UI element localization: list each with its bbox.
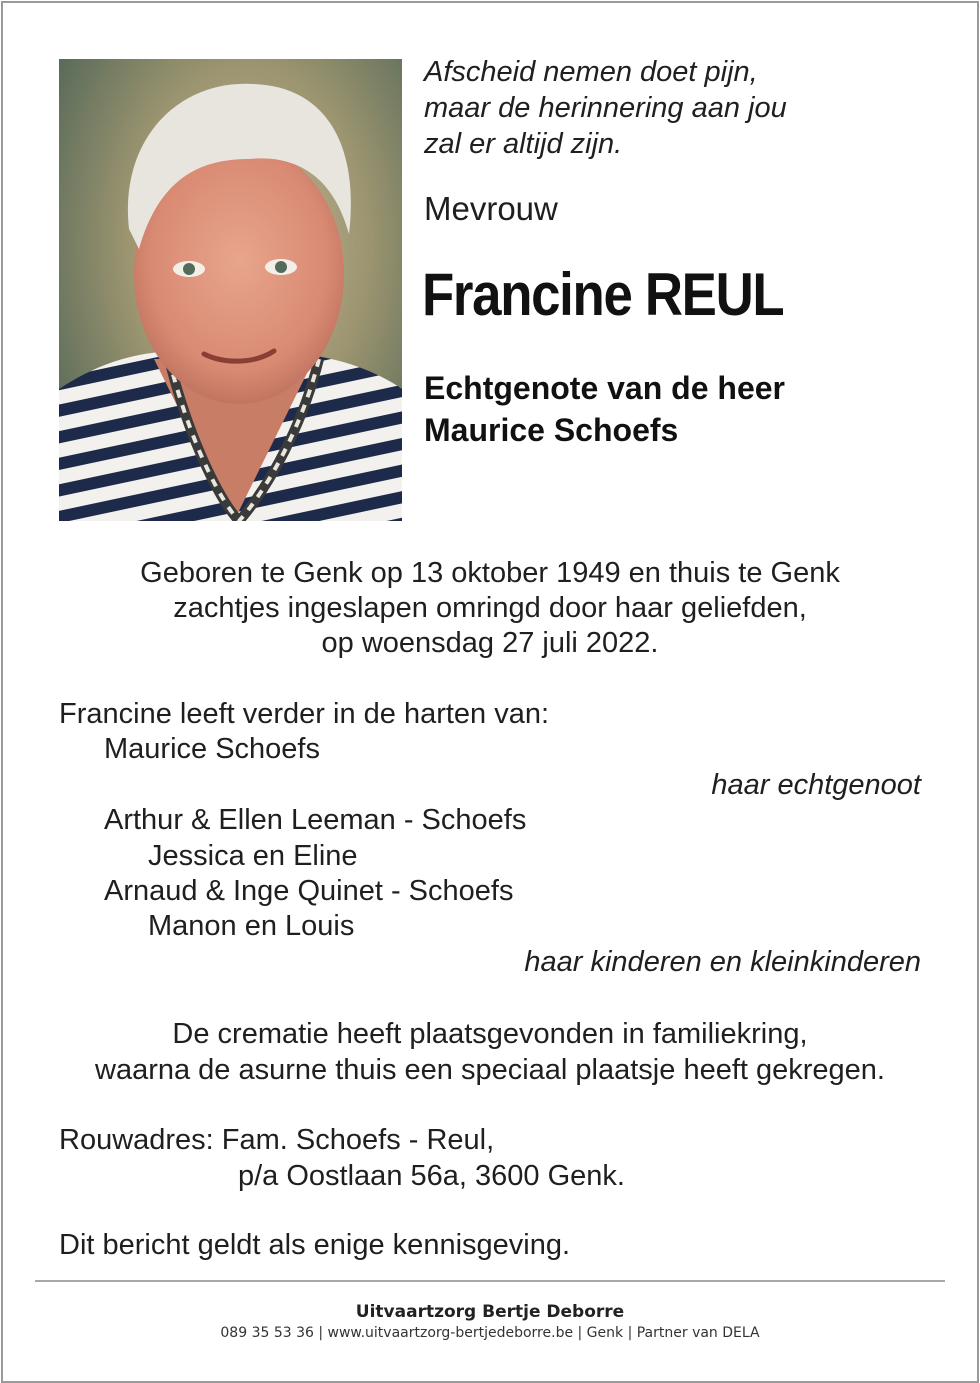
cremation-line: waarna de asurne thuis een speciaal plaatsje heeft gekregen.	[95, 1054, 885, 1086]
memorial-poem	[424, 54, 944, 162]
cremation-text	[0, 1016, 980, 1088]
footer-divider	[35, 1280, 945, 1282]
birth-line: op woensdag 27 juli 2022.	[321, 627, 659, 659]
family-member: Arthur & Ellen Leeman - Schoefs	[104, 804, 527, 837]
portrait-illustration	[59, 59, 402, 521]
poem-line: Afscheid nemen doet pijn,	[424, 56, 758, 88]
family-role: haar echtgenoot	[711, 768, 921, 801]
birth-line: Geboren te Genk op 13 oktober 1949 en thuis te Genk	[140, 557, 840, 589]
family-member: Manon en Louis	[148, 910, 355, 943]
family-intro: Francine leeft verder in de harten van:	[59, 698, 550, 730]
poem-line: zal er altijd zijn.	[424, 128, 623, 160]
funeral-home-contact: 089 35 53 36 | www.uitvaartzorg-bertjedeborre.be | Genk | Partner van DELA	[220, 1325, 760, 1341]
family-member: Jessica en Eline	[148, 839, 358, 872]
family-member: Maurice Schoefs	[104, 733, 320, 766]
family-role: haar kinderen en kleinkinderen	[524, 945, 921, 978]
notice-text: Dit bericht geldt als enige kennisgeving.	[59, 1229, 571, 1261]
mourning-address	[59, 1122, 625, 1194]
birth-death-text	[0, 556, 980, 661]
deceased-name: Francine REUL	[422, 261, 784, 328]
spouse-line: Echtgenote van de heer	[424, 370, 785, 406]
family-member: Arnaud & Inge Quinet - Schoefs	[104, 874, 514, 907]
birth-line: zachtjes ingeslapen omringd door haar geliefden,	[173, 592, 807, 624]
cremation-line: De crematie heeft plaatsgevonden in familiekring,	[172, 1018, 808, 1050]
portrait-photo	[59, 59, 402, 521]
address-line: p/a Oostlaan 56a, 3600 Genk.	[238, 1160, 625, 1192]
family-list	[0, 697, 980, 980]
poem-line: maar de herinnering aan jou	[424, 92, 787, 124]
salutation: Mevrouw	[424, 190, 558, 227]
funeral-home-name: Uitvaartzorg Bertje Deborre	[355, 1302, 625, 1322]
spouse-relation	[424, 367, 785, 451]
spouse-line: Maurice Schoefs	[424, 412, 679, 448]
address-line: Rouwadres: Fam. Schoefs - Reul,	[59, 1124, 495, 1156]
